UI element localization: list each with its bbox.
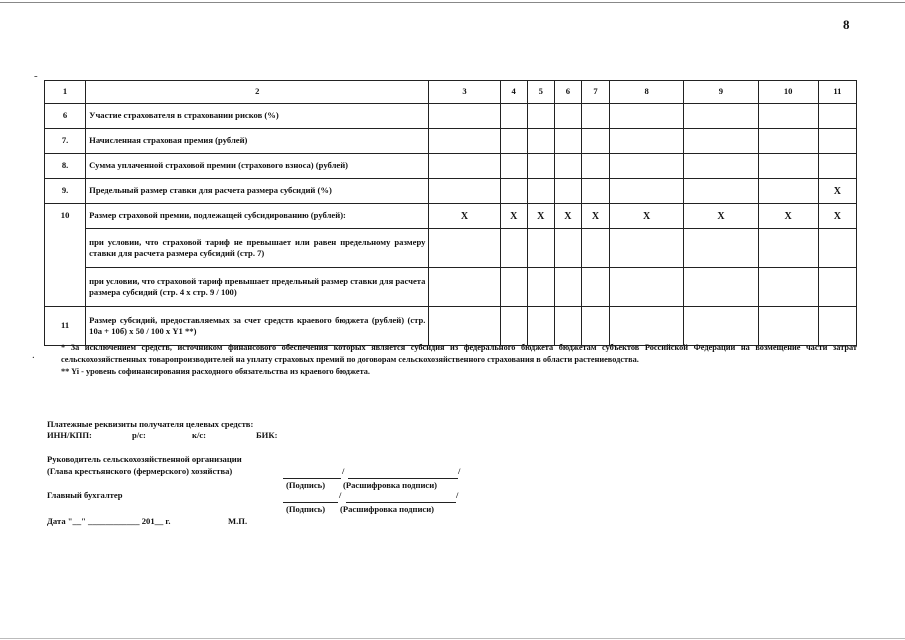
row-number: 8. <box>45 154 86 179</box>
subsidy-calculation-table <box>44 80 857 346</box>
x-mark: X <box>500 204 527 229</box>
slash-separator: / <box>458 466 461 476</box>
header-cell: 2 <box>86 81 429 104</box>
header-cell: 7 <box>581 81 609 104</box>
slash-separator: / <box>456 490 459 500</box>
table-row <box>45 179 857 204</box>
inn-kpp-label: ИНН/КПП: <box>47 430 92 440</box>
x-mark: X <box>610 204 684 229</box>
margin-mark: - <box>34 70 38 82</box>
header-cell: 8 <box>610 81 684 104</box>
bottom-rule <box>0 638 905 639</box>
head-title-line2: (Глава крестьянского (фермерского) хозяйства) <box>47 466 233 476</box>
header-cell: 10 <box>758 81 818 104</box>
stamp-place: М.П. <box>228 516 248 526</box>
decode-caption: (Расшифровка подписи) <box>343 480 438 490</box>
row-label: Сумма уплаченной страховой премии (страхового взноса) (рублей) <box>86 154 429 179</box>
row-number: 9. <box>45 179 86 204</box>
row-number: 7. <box>45 129 86 154</box>
bik-label: БИК: <box>256 430 278 440</box>
footnote-1: * За исключением средств, источником финансового обеспечения которых является субсидия из федерального бюджета бюджетам субъектов Российской Федерации на возмещение части затрат сельскохозяйственных товаропроизводителей на уплату страховых премий по договорам сельскохозяйственного страхования в области растениеводства. <box>61 343 857 365</box>
x-mark: X <box>429 204 500 229</box>
header-cell: 6 <box>554 81 581 104</box>
table-row <box>45 229 857 268</box>
date-field: Дата "__" ____________ 201__ г. <box>47 516 171 526</box>
table-row <box>45 154 857 179</box>
table-row <box>45 129 857 154</box>
signature-line <box>283 502 338 503</box>
row-label: при условии, что страховой тариф превышает предельный размер ставки для расчета размера субсидий (стр. 4 х стр. 9 / 100) <box>86 268 429 307</box>
footnote-2: ** Yi - уровень софинансирования расходного обязательства из краевого бюджета. <box>61 367 370 377</box>
signature-caption: (Подпись) <box>286 480 326 490</box>
header-cell: 9 <box>684 81 758 104</box>
decode-caption: (Расшифровка подписи) <box>340 504 435 514</box>
header-cell: 1 <box>45 81 86 104</box>
table-row <box>45 104 857 129</box>
decode-line <box>348 478 458 479</box>
table-row <box>45 307 857 346</box>
table-row <box>45 204 857 229</box>
row-number: 6 <box>45 104 86 129</box>
signature-line <box>283 478 341 479</box>
x-mark: X <box>527 204 554 229</box>
row-label: Размер страховой премии, подлежащей субсидированию (рублей): <box>86 204 429 229</box>
row-number: 11 <box>45 307 86 346</box>
slash-separator: / <box>342 466 345 476</box>
x-mark: X <box>554 204 581 229</box>
row-number: 10 <box>45 204 86 307</box>
margin-mark: . <box>32 349 35 361</box>
x-mark: X <box>684 204 758 229</box>
x-mark: X <box>581 204 609 229</box>
ks-label: к/с: <box>192 430 207 440</box>
x-mark: X <box>818 179 856 204</box>
row-label: Участие страхователя в страховании рисков (%) <box>86 104 429 129</box>
decode-line <box>346 502 456 503</box>
top-rule <box>0 2 905 3</box>
footnotes <box>47 342 857 378</box>
row-label: Начисленная страховая премия (рублей) <box>86 129 429 154</box>
row-label: Предельный размер ставки для расчета размера субсидий (%) <box>86 179 429 204</box>
rs-label: р/с: <box>132 430 146 440</box>
row-label: Размер субсидий, предоставляемых за счет средств краевого бюджета (рублей) (стр. 10а + 10б) х 50 / 100 х Y1 **) <box>86 307 429 346</box>
row-label: при условии, что страховой тариф не превышает или равен предельному размеру ставки для расчета размера субсидий (стр. 7) <box>86 229 429 268</box>
table-row <box>45 268 857 307</box>
page-number: 8 <box>843 17 850 32</box>
x-mark: X <box>818 204 856 229</box>
head-title-line1: Руководитель сельскохозяйственной организации <box>47 454 242 464</box>
signature-caption: (Подпись) <box>286 504 326 514</box>
header-cell: 4 <box>500 81 527 104</box>
x-mark: X <box>758 204 818 229</box>
header-cell: 3 <box>429 81 500 104</box>
header-cell: 11 <box>818 81 856 104</box>
slash-separator: / <box>339 490 342 500</box>
header-cell: 5 <box>527 81 554 104</box>
table-header-row <box>45 81 857 104</box>
chief-accountant-label: Главный бухгалтер <box>47 490 123 500</box>
payment-details-title: Платежные реквизиты получателя целевых средств: <box>47 419 254 429</box>
